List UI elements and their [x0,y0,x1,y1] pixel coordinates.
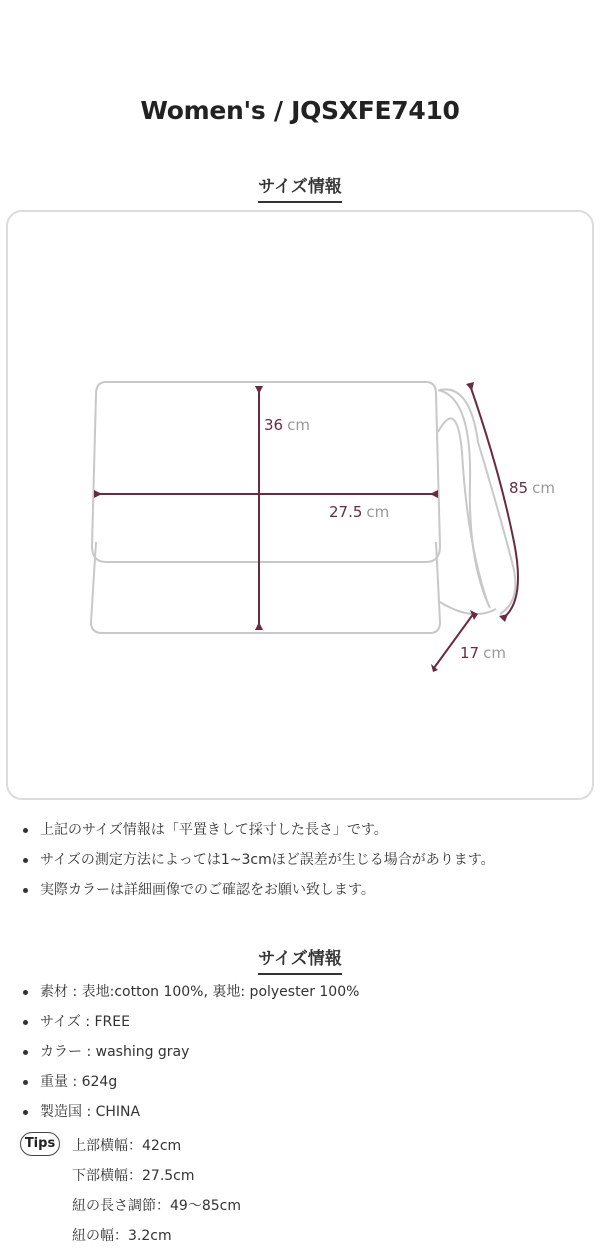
detail-color: カラー : washing gray [20,1037,590,1067]
detail-heading-label: サイズ情報 [258,944,342,975]
width-label [329,503,389,521]
tips-line: 紐の幅：3.2cm [72,1228,172,1244]
height-value: 36 [264,416,284,434]
depth-label [460,644,506,662]
note-item: 上記のサイズ情報は「平置きして採寸した長さ」です。 [20,815,590,845]
detail-heading [0,944,600,975]
height-unit: cm [287,416,310,434]
measurement-notes [20,815,590,905]
strap-label [509,479,555,497]
detail-origin: 製造国 : CHINA [20,1097,590,1127]
note-item: 実際カラーは詳細画像でのご確認をお願い致します。 [20,875,590,905]
detail-size: サイズ : FREE [20,1007,590,1037]
strap-value: 85 [509,479,529,497]
detail-material: 素材 : 表地:cotton 100%, 裏地: polyester 100% [20,977,590,1007]
detail-weight: 重量 : 624g [20,1067,590,1097]
height-arrow-bottom [255,622,263,630]
product-details [20,977,590,1127]
strap-measure-line [470,385,518,619]
tips-line: 上部横幅：42cm [72,1138,182,1154]
width-value: 27.5 [329,503,363,521]
size-diagram [6,210,594,800]
height-arrow-top [255,386,263,394]
strap-arrow-top [466,382,474,391]
bag-side-inner [438,418,488,604]
height-label [264,416,310,434]
strap-arrow-bottom [499,614,508,622]
tips-line: 紐の長さ調節：49〜85cm [72,1198,241,1214]
width-arrow-right [430,490,438,498]
strap-unit: cm [532,479,555,497]
tips-line: 下部横幅：27.5cm [72,1168,195,1184]
width-unit: cm [366,503,390,521]
page-title: Women's / JQSXFE7410 [140,96,460,125]
width-arrow-left [94,490,102,498]
size-info-heading-label: サイズ情報 [258,172,342,203]
bag-body-outline [91,542,440,633]
depth-value: 17 [460,644,480,662]
note-item: サイズの測定方法によっては1~3cmほど誤差が生じる場合があります。 [20,845,590,875]
bag-flap-outline [92,382,440,562]
tips-badge: Tips [20,1132,60,1156]
depth-unit: cm [483,644,506,662]
